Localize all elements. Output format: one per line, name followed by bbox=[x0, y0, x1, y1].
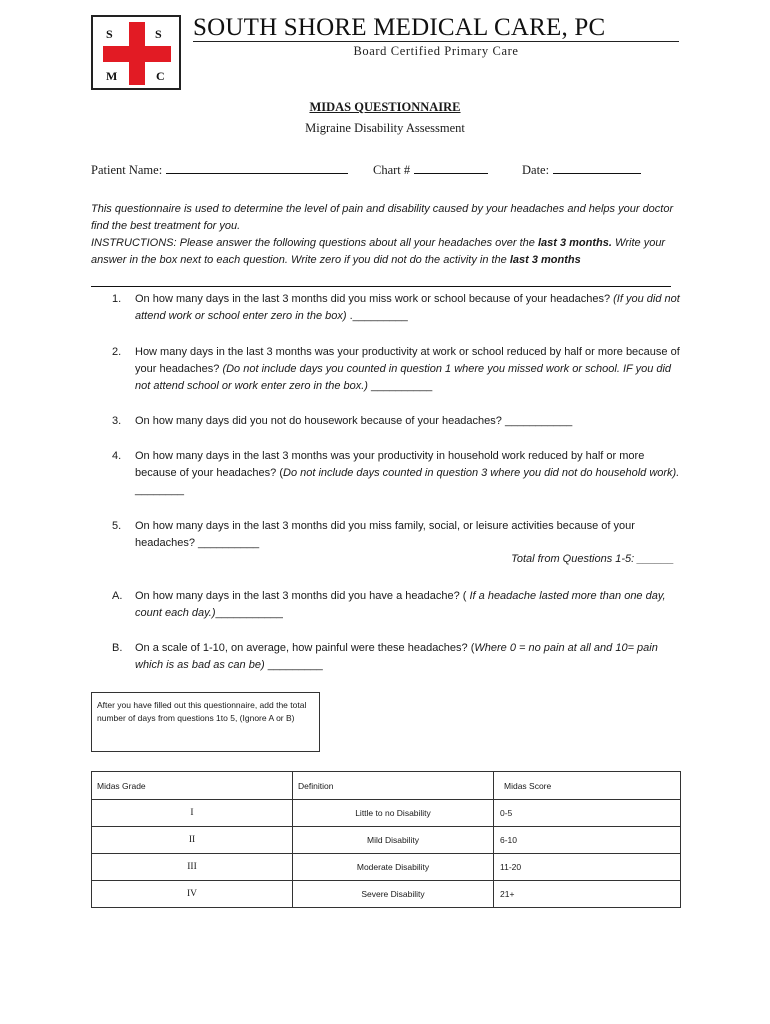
question-text: On how many days did you not do housework because of your headaches? ___________ bbox=[135, 415, 573, 427]
total-label: Total from Questions 1-5: bbox=[511, 553, 638, 565]
table-header-row bbox=[92, 772, 681, 800]
definition-cell: Mild Disability bbox=[293, 827, 494, 854]
question-number: A. bbox=[112, 590, 123, 602]
question-number: 1. bbox=[112, 293, 122, 305]
grade-cell: I bbox=[92, 800, 293, 827]
question-text: On how many days in the last 3 months did you miss family, social, or leisure activities because of your headaches? __________ bbox=[135, 520, 635, 549]
logo-letter: C bbox=[156, 69, 165, 83]
question-text: How many days in the last 3 months was your productivity at work or school reduced by half or more because of your headaches? (Do not include days you counted in question 1 where you missed work or school. IF you did not attend school or work enter zero in the box.) __________ bbox=[135, 346, 680, 392]
question-text: On how many days in the last 3 months did you have a headache? ( If a headache lasted more than one day, count each day.)___________ bbox=[135, 590, 666, 619]
date-label: Date: bbox=[522, 163, 550, 177]
score-cell: 11-20 bbox=[494, 854, 681, 881]
column-header: Midas Score bbox=[494, 772, 681, 800]
logo-letter: S bbox=[106, 27, 113, 41]
question-number: 5. bbox=[112, 520, 122, 532]
patient-name-field[interactable] bbox=[166, 161, 348, 174]
scoring-note-box: After you have filled out this questionnaire, add the total number of days from questions 1to 5, (Ignore A or B) bbox=[91, 692, 320, 752]
instructions-text: INSTRUCTIONS: Please answer the following questions about all your headaches over the last 3 months. Write your answer in the box next to each question. Write zero if you did not do the activity in the last 3 months bbox=[91, 237, 666, 266]
answer-blank[interactable]: _________ bbox=[264, 659, 323, 671]
logo-letter: M bbox=[106, 69, 118, 83]
midas-grade-table bbox=[91, 771, 681, 908]
table-row bbox=[92, 800, 681, 827]
total-blank[interactable]: ______ bbox=[637, 553, 674, 565]
intro-text: This questionnaire is used to determine the level of pain and disability caused by your headaches and helps your doctor find the best treatment for you. bbox=[91, 203, 674, 232]
answer-blank[interactable]: ___________ bbox=[215, 607, 283, 619]
practice-logo bbox=[91, 15, 181, 90]
grade-cell: III bbox=[92, 854, 293, 881]
answer-blank[interactable]: ___________ bbox=[504, 415, 573, 427]
grade-cell: IV bbox=[92, 881, 293, 908]
date-field[interactable] bbox=[553, 161, 641, 174]
question-number: 4. bbox=[112, 450, 122, 462]
answer-blank[interactable]: ._________ bbox=[346, 310, 408, 322]
instructions-block bbox=[91, 201, 691, 269]
grade-cell: II bbox=[92, 827, 293, 854]
question-text: On how many days in the last 3 months did you miss work or school because of your headaches? (If you did not attend work or school enter zero in the box) ._________ bbox=[135, 293, 680, 322]
logo-letter: S bbox=[155, 27, 162, 41]
chart-number-label: Chart # bbox=[373, 163, 411, 177]
question-text: On a scale of 1-10, on average, how painful were these headaches? (Where 0 = no pain at all and 10= pain which is as bad as can be) _________ bbox=[135, 642, 658, 671]
date-row bbox=[522, 161, 641, 178]
total-row bbox=[511, 553, 674, 565]
question-number: 3. bbox=[112, 415, 122, 427]
score-cell: 0-5 bbox=[494, 800, 681, 827]
chart-number-field[interactable] bbox=[414, 161, 488, 174]
header-divider bbox=[193, 41, 679, 42]
patient-name-label: Patient Name: bbox=[91, 163, 163, 177]
column-header: Definition bbox=[293, 772, 494, 800]
score-cell: 6-10 bbox=[494, 827, 681, 854]
score-cell: 21+ bbox=[494, 881, 681, 908]
table-row bbox=[92, 827, 681, 854]
red-cross-horizontal bbox=[103, 46, 171, 62]
question-number: 2. bbox=[112, 346, 122, 358]
definition-cell: Little to no Disability bbox=[293, 800, 494, 827]
practice-tagline: Board Certified Primary Care bbox=[353, 44, 519, 58]
chart-number-row bbox=[373, 161, 488, 178]
definition-cell: Severe Disability bbox=[293, 881, 494, 908]
table-row bbox=[92, 854, 681, 881]
question-text: On how many days in the last 3 months was your productivity in household work reduced by half or more because of your headaches? (Do not include days counted in question 3 where you did not do household work). ________ bbox=[135, 450, 680, 496]
question-number: B. bbox=[112, 642, 123, 654]
definition-cell: Moderate Disability bbox=[293, 854, 494, 881]
form-title: MIDAS QUESTIONNAIRE bbox=[309, 100, 461, 114]
practice-name: SOUTH SHORE MEDICAL CARE, PC bbox=[193, 14, 606, 41]
answer-blank[interactable]: ________ bbox=[135, 484, 184, 496]
answer-blank[interactable]: __________ bbox=[367, 380, 433, 392]
form-subtitle: Migraine Disability Assessment bbox=[305, 121, 465, 135]
section-divider bbox=[91, 286, 671, 287]
patient-name-row bbox=[91, 161, 348, 178]
column-header: Midas Grade bbox=[92, 772, 293, 800]
answer-blank[interactable]: __________ bbox=[198, 537, 260, 549]
table-row bbox=[92, 881, 681, 908]
